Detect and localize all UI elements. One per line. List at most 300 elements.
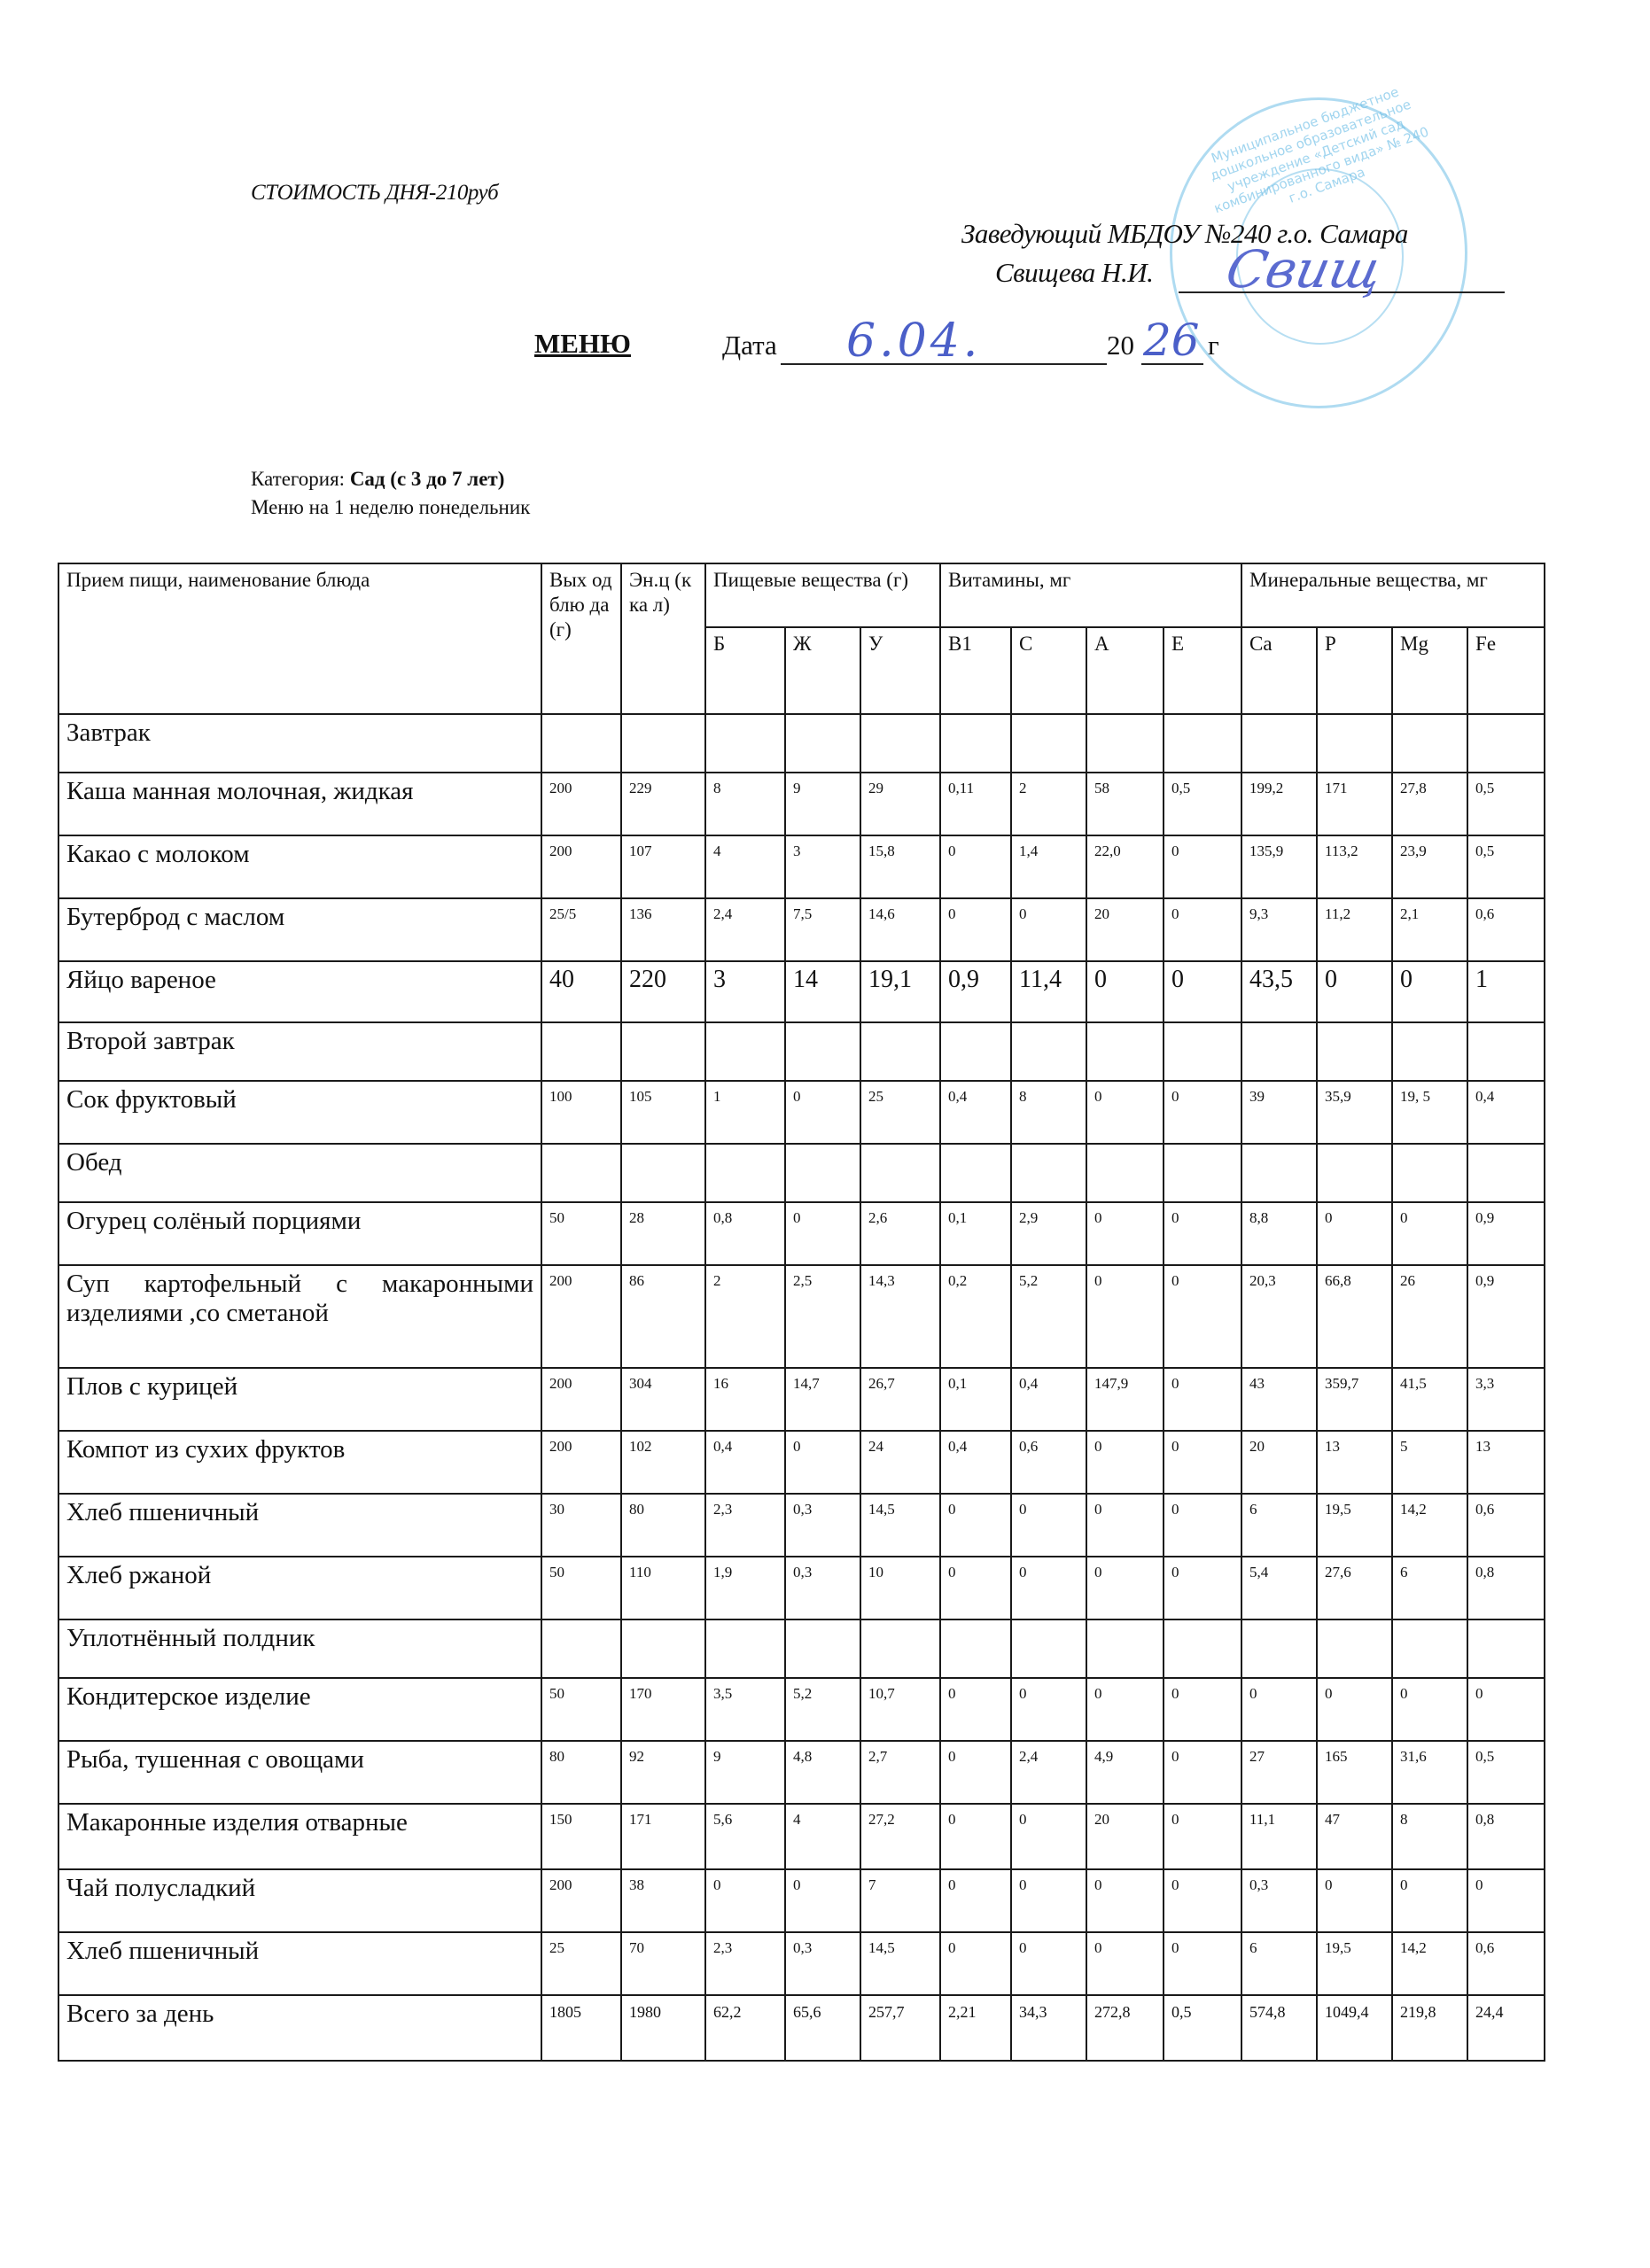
approver-title: Заведующий МБДОУ №240 г.о. Самара (961, 218, 1408, 249)
dish-name: Какао с молоком (58, 835, 541, 898)
dish-name: Огурец солёный порциями (58, 1202, 541, 1265)
value-cell: 16 (705, 1368, 785, 1431)
value-cell: 20 (1086, 1804, 1164, 1869)
year-prefix: 20 (1107, 330, 1134, 361)
value-cell: 0 (1164, 1368, 1241, 1431)
value-cell: 86 (621, 1265, 705, 1368)
value-cell: 0 (1392, 961, 1467, 1022)
value-cell: 199,2 (1241, 773, 1317, 835)
empty-cell (541, 1022, 621, 1081)
dish-name: Макаронные изделия отварные (58, 1804, 541, 1869)
value-cell: 7 (860, 1869, 940, 1932)
table-header (58, 563, 1545, 714)
value-cell: 0 (1011, 1678, 1086, 1741)
value-cell: 0 (940, 1557, 1011, 1619)
empty-cell (1467, 1619, 1545, 1678)
value-cell: 0 (1086, 1431, 1164, 1494)
value-cell: 25 (860, 1081, 940, 1144)
value-cell: 10 (860, 1557, 940, 1619)
empty-cell (1086, 1022, 1164, 1081)
dish-name: Хлеб пшеничный (58, 1932, 541, 1995)
value-cell: 26 (1392, 1265, 1467, 1368)
empty-cell (860, 1022, 940, 1081)
value-cell: 0 (1164, 1202, 1241, 1265)
section-title: Уплотнённый полдник (58, 1619, 541, 1678)
total-value: 1049,4 (1317, 1995, 1392, 2061)
empty-cell (1317, 1022, 1392, 1081)
value-cell: 0 (1011, 1804, 1086, 1869)
value-cell: 0 (1392, 1869, 1467, 1932)
value-cell: 13 (1317, 1431, 1392, 1494)
value-cell: 5 (1392, 1431, 1467, 1494)
value-cell: 7,5 (785, 898, 860, 961)
value-cell: 0,5 (1467, 1741, 1545, 1804)
empty-cell (1086, 714, 1164, 773)
value-cell: 0,6 (1011, 1431, 1086, 1494)
col-header-mg: Mg (1392, 627, 1467, 714)
empty-cell (541, 714, 621, 773)
value-cell: 3 (705, 961, 785, 1022)
empty-cell (621, 714, 705, 773)
value-cell: 14,2 (1392, 1494, 1467, 1557)
handwritten-signature: Свищ (1220, 239, 1388, 299)
empty-cell (705, 1619, 785, 1678)
year-suffix: г (1208, 330, 1219, 361)
total-value: 574,8 (1241, 1995, 1317, 2061)
empty-cell (940, 1619, 1011, 1678)
value-cell: 0 (940, 1869, 1011, 1932)
empty-cell (785, 1619, 860, 1678)
value-cell: 10,7 (860, 1678, 940, 1741)
value-cell: 113,2 (1317, 835, 1392, 898)
total-value: 2,21 (940, 1995, 1011, 2061)
value-cell: 47 (1317, 1804, 1392, 1869)
empty-cell (860, 1144, 940, 1202)
value-cell: 1 (1467, 961, 1545, 1022)
value-cell: 0,4 (1467, 1081, 1545, 1144)
dish-name: Рыба, тушенная с овощами (58, 1741, 541, 1804)
total-value: 257,7 (860, 1995, 940, 2061)
value-cell: 28 (621, 1202, 705, 1265)
total-value: 1805 (541, 1995, 621, 2061)
value-cell: 107 (621, 835, 705, 898)
value-cell: 23,9 (1392, 835, 1467, 898)
value-cell: 1,4 (1011, 835, 1086, 898)
col-header-fe: Fe (1467, 627, 1545, 714)
dish-name: Хлеб пшеничный (58, 1494, 541, 1557)
empty-cell (621, 1619, 705, 1678)
value-cell: 170 (621, 1678, 705, 1741)
empty-cell (785, 1022, 860, 1081)
table-row (58, 773, 1545, 835)
value-cell: 0,5 (1164, 773, 1241, 835)
week-line: Меню на 1 неделю понедельник (251, 496, 531, 518)
empty-cell (940, 1022, 1011, 1081)
empty-cell (1392, 714, 1467, 773)
value-cell: 3,5 (705, 1678, 785, 1741)
value-cell: 50 (541, 1557, 621, 1619)
value-cell: 0,6 (1467, 898, 1545, 961)
value-cell: 31,6 (1392, 1741, 1467, 1804)
value-cell: 0 (1086, 1932, 1164, 1995)
total-value: 272,8 (1086, 1995, 1164, 2061)
dish-name: Хлеб ржаной (58, 1557, 541, 1619)
value-cell: 200 (541, 835, 621, 898)
empty-cell (1241, 1022, 1317, 1081)
value-cell: 0 (1164, 961, 1241, 1022)
day-cost: СТОИМОСТЬ ДНЯ-210руб (251, 181, 499, 205)
empty-cell (1086, 1619, 1164, 1678)
value-cell: 14,6 (860, 898, 940, 961)
value-cell: 14 (785, 961, 860, 1022)
value-cell: 20 (1086, 898, 1164, 961)
value-cell: 0 (1164, 1081, 1241, 1144)
value-cell: 14,5 (860, 1494, 940, 1557)
col-header-nutrients: Пищевые вещества (г) (705, 563, 940, 627)
value-cell: 136 (621, 898, 705, 961)
dish-name: Яйцо вареное (58, 961, 541, 1022)
empty-cell (1392, 1022, 1467, 1081)
value-cell: 70 (621, 1932, 705, 1995)
table-row (58, 1869, 1545, 1932)
value-cell: 0 (1164, 1494, 1241, 1557)
dish-name: Каша манная молочная, жидкая (58, 773, 541, 835)
value-cell: 0,3 (785, 1557, 860, 1619)
value-cell: 2,4 (705, 898, 785, 961)
value-cell: 8 (705, 773, 785, 835)
value-cell: 1 (705, 1081, 785, 1144)
value-cell: 0 (1392, 1678, 1467, 1741)
dish-name: Чай полусладкий (58, 1869, 541, 1932)
table-row (58, 1932, 1545, 1995)
value-cell: 0 (1164, 1431, 1241, 1494)
empty-cell (1241, 1144, 1317, 1202)
value-cell: 14,2 (1392, 1932, 1467, 1995)
value-cell: 0,3 (785, 1494, 860, 1557)
table-row (58, 1804, 1545, 1869)
section-title: Завтрак (58, 714, 541, 773)
table-row (58, 1557, 1545, 1619)
empty-cell (1011, 1619, 1086, 1678)
section-row (58, 1022, 1545, 1081)
value-cell: 200 (541, 1368, 621, 1431)
value-cell: 171 (621, 1804, 705, 1869)
value-cell: 0 (1164, 1869, 1241, 1932)
table-row (58, 1431, 1545, 1494)
value-cell: 0 (1086, 1678, 1164, 1741)
value-cell: 0,11 (940, 773, 1011, 835)
value-cell: 0,2 (940, 1265, 1011, 1368)
value-cell: 200 (541, 1869, 621, 1932)
empty-cell (1164, 1619, 1241, 1678)
value-cell: 2 (705, 1265, 785, 1368)
value-cell: 200 (541, 773, 621, 835)
value-cell: 0 (940, 898, 1011, 961)
value-cell: 41,5 (1392, 1368, 1467, 1431)
value-cell: 2,6 (860, 1202, 940, 1265)
table-row (58, 1368, 1545, 1431)
value-cell: 0 (1011, 1932, 1086, 1995)
value-cell: 39 (1241, 1081, 1317, 1144)
total-label: Всего за день (58, 1995, 541, 2061)
value-cell: 3,3 (1467, 1368, 1545, 1431)
value-cell: 2,9 (1011, 1202, 1086, 1265)
dish-name: Компот из сухих фруктов (58, 1431, 541, 1494)
value-cell: 92 (621, 1741, 705, 1804)
value-cell: 26,7 (860, 1368, 940, 1431)
value-cell: 0 (1164, 1804, 1241, 1869)
empty-cell (705, 1144, 785, 1202)
empty-cell (1164, 714, 1241, 773)
col-header-c: C (1011, 627, 1086, 714)
empty-cell (1467, 1144, 1545, 1202)
total-value: 0,5 (1164, 1995, 1241, 2061)
value-cell: 102 (621, 1431, 705, 1494)
table-row (58, 835, 1545, 898)
value-cell: 5,4 (1241, 1557, 1317, 1619)
value-cell: 35,9 (1317, 1081, 1392, 1144)
value-cell: 4,9 (1086, 1741, 1164, 1804)
value-cell: 0,1 (940, 1202, 1011, 1265)
value-cell: 4 (785, 1804, 860, 1869)
empty-cell (705, 714, 785, 773)
value-cell: 14,3 (860, 1265, 940, 1368)
value-cell: 200 (541, 1265, 621, 1368)
col-header-yield: Вых од блю да (г) (541, 563, 621, 714)
table-row (58, 961, 1545, 1022)
value-cell: 66,8 (1317, 1265, 1392, 1368)
value-cell: 2,7 (860, 1741, 940, 1804)
value-cell: 1,9 (705, 1557, 785, 1619)
value-cell: 0,4 (940, 1431, 1011, 1494)
empty-cell (940, 714, 1011, 773)
table-row (58, 1081, 1545, 1144)
value-cell: 0 (1011, 1869, 1086, 1932)
value-cell: 0 (1164, 1741, 1241, 1804)
value-cell: 0 (705, 1869, 785, 1932)
value-cell: 50 (541, 1202, 621, 1265)
section-row (58, 1619, 1545, 1678)
empty-cell (1467, 714, 1545, 773)
value-cell: 0 (1086, 1869, 1164, 1932)
value-cell: 2,3 (705, 1932, 785, 1995)
value-cell: 27,2 (860, 1804, 940, 1869)
value-cell: 0,6 (1467, 1494, 1545, 1557)
value-cell: 8 (1392, 1804, 1467, 1869)
value-cell: 11,4 (1011, 961, 1086, 1022)
value-cell: 20 (1241, 1431, 1317, 1494)
table-row (58, 1494, 1545, 1557)
value-cell: 0 (1317, 961, 1392, 1022)
empty-cell (860, 714, 940, 773)
stamp-text: Муниципальное бюджетное дошкольное образовательное учреждение «Детский сад комбинированного вида» № 240 г.о. Самара (1208, 83, 1431, 217)
value-cell: 9 (785, 773, 860, 835)
value-cell: 2,4 (1011, 1741, 1086, 1804)
table-row (58, 1678, 1545, 1741)
value-cell: 6 (1241, 1932, 1317, 1995)
value-cell: 43 (1241, 1368, 1317, 1431)
value-cell: 19,5 (1317, 1494, 1392, 1557)
value-cell: 3 (785, 835, 860, 898)
empty-cell (1011, 714, 1086, 773)
value-cell: 0,3 (785, 1932, 860, 1995)
col-header-carbs: У (860, 627, 940, 714)
value-cell: 0 (1467, 1678, 1545, 1741)
col-header-name: Прием пищи, наименование блюда (58, 563, 541, 714)
value-cell: 9 (705, 1741, 785, 1804)
value-cell: 4 (705, 835, 785, 898)
table-row (58, 1265, 1545, 1368)
value-cell: 40 (541, 961, 621, 1022)
value-cell: 38 (621, 1869, 705, 1932)
value-cell: 0,3 (1241, 1869, 1317, 1932)
section-row (58, 714, 1545, 773)
value-cell: 58 (1086, 773, 1164, 835)
value-cell: 0 (1241, 1678, 1317, 1741)
empty-cell (621, 1144, 705, 1202)
empty-cell (1241, 1619, 1317, 1678)
value-cell: 105 (621, 1081, 705, 1144)
empty-cell (1317, 714, 1392, 773)
value-cell: 0 (940, 1678, 1011, 1741)
empty-cell (1317, 1144, 1392, 1202)
value-cell: 24 (860, 1431, 940, 1494)
empty-cell (785, 714, 860, 773)
value-cell: 0,1 (940, 1368, 1011, 1431)
empty-cell (1164, 1144, 1241, 1202)
total-value: 65,6 (785, 1995, 860, 2061)
total-value: 219,8 (1392, 1995, 1467, 2061)
value-cell: 0 (940, 1741, 1011, 1804)
value-cell: 13 (1467, 1431, 1545, 1494)
value-cell: 2 (1011, 773, 1086, 835)
empty-cell (940, 1144, 1011, 1202)
empty-cell (1392, 1619, 1467, 1678)
value-cell: 19,1 (860, 961, 940, 1022)
value-cell: 0 (1011, 1557, 1086, 1619)
value-cell: 0 (1011, 898, 1086, 961)
menu-title: МЕНЮ (534, 328, 631, 359)
value-cell: 5,6 (705, 1804, 785, 1869)
col-header-a: A (1086, 627, 1164, 714)
value-cell: 0 (785, 1202, 860, 1265)
value-cell: 27 (1241, 1741, 1317, 1804)
value-cell: 0,8 (1467, 1557, 1545, 1619)
value-cell: 0 (785, 1869, 860, 1932)
empty-cell (785, 1144, 860, 1202)
section-row (58, 1144, 1545, 1202)
value-cell: 8,8 (1241, 1202, 1317, 1265)
value-cell: 25 (541, 1932, 621, 1995)
value-cell: 0 (1086, 1081, 1164, 1144)
category-value: Сад (с 3 до 7 лет) (349, 468, 505, 490)
value-cell: 0 (1317, 1202, 1392, 1265)
empty-cell (541, 1619, 621, 1678)
value-cell: 0 (940, 835, 1011, 898)
value-cell: 11,2 (1317, 898, 1392, 961)
value-cell: 0,9 (1467, 1265, 1545, 1368)
value-cell: 110 (621, 1557, 705, 1619)
value-cell: 0 (785, 1081, 860, 1144)
value-cell: 0 (1317, 1678, 1392, 1741)
value-cell: 15,8 (860, 835, 940, 898)
value-cell: 20,3 (1241, 1265, 1317, 1368)
value-cell: 0,6 (1467, 1932, 1545, 1995)
value-cell: 27,6 (1317, 1557, 1392, 1619)
dish-name: Сок фруктовый (58, 1081, 541, 1144)
value-cell: 150 (541, 1804, 621, 1869)
value-cell: 0 (1164, 1557, 1241, 1619)
value-cell: 14,7 (785, 1368, 860, 1431)
value-cell: 0 (1392, 1202, 1467, 1265)
col-header-b1: B1 (940, 627, 1011, 714)
value-cell: 0 (1467, 1869, 1545, 1932)
value-cell: 25/5 (541, 898, 621, 961)
value-cell: 2,1 (1392, 898, 1467, 961)
dish-name: Бутерброд с маслом (58, 898, 541, 961)
value-cell: 4,8 (785, 1741, 860, 1804)
value-cell: 0 (940, 1932, 1011, 1995)
value-cell: 0,4 (705, 1431, 785, 1494)
empty-cell (1086, 1144, 1164, 1202)
dish-name: Плов с курицей (58, 1368, 541, 1431)
total-value: 24,4 (1467, 1995, 1545, 2061)
col-header-vitamins: Витамины, мг (940, 563, 1241, 627)
empty-cell (1011, 1022, 1086, 1081)
value-cell: 0,9 (1467, 1202, 1545, 1265)
empty-cell (705, 1022, 785, 1081)
value-cell: 0,9 (940, 961, 1011, 1022)
value-cell: 2,3 (705, 1494, 785, 1557)
value-cell: 0 (1086, 1202, 1164, 1265)
empty-cell (1164, 1022, 1241, 1081)
value-cell: 200 (541, 1431, 621, 1494)
value-cell: 0 (1164, 1932, 1241, 1995)
value-cell: 0 (1086, 1265, 1164, 1368)
value-cell: 0,8 (705, 1202, 785, 1265)
value-cell: 0 (1086, 1494, 1164, 1557)
value-cell: 2,5 (785, 1265, 860, 1368)
value-cell: 100 (541, 1081, 621, 1144)
value-cell: 0 (1164, 1678, 1241, 1741)
value-cell: 0,5 (1467, 773, 1545, 835)
total-value: 1980 (621, 1995, 705, 2061)
col-header-fat: Ж (785, 627, 860, 714)
value-cell: 171 (1317, 773, 1392, 835)
col-header-energy: Эн.ц (кка л) (621, 563, 705, 714)
dish-name: Кондитерское изделие (58, 1678, 541, 1741)
col-header-ca: Ca (1241, 627, 1317, 714)
empty-cell (541, 1144, 621, 1202)
table-row (58, 898, 1545, 961)
empty-cell (1317, 1619, 1392, 1678)
year-handwritten: 26 (1143, 315, 1200, 366)
category-label: Категория: (251, 468, 350, 490)
value-cell: 359,7 (1317, 1368, 1392, 1431)
value-cell: 6 (1241, 1494, 1317, 1557)
value-cell: 229 (621, 773, 705, 835)
value-cell: 0,8 (1467, 1804, 1545, 1869)
value-cell: 19,5 (1317, 1932, 1392, 1995)
value-cell: 43,5 (1241, 961, 1317, 1022)
value-cell: 0 (1164, 1265, 1241, 1368)
value-cell: 5,2 (1011, 1265, 1086, 1368)
value-cell: 0 (1086, 961, 1164, 1022)
value-cell: 19, 5 (1392, 1081, 1467, 1144)
section-title: Обед (58, 1144, 541, 1202)
category-line (251, 468, 504, 491)
value-cell: 304 (621, 1368, 705, 1431)
